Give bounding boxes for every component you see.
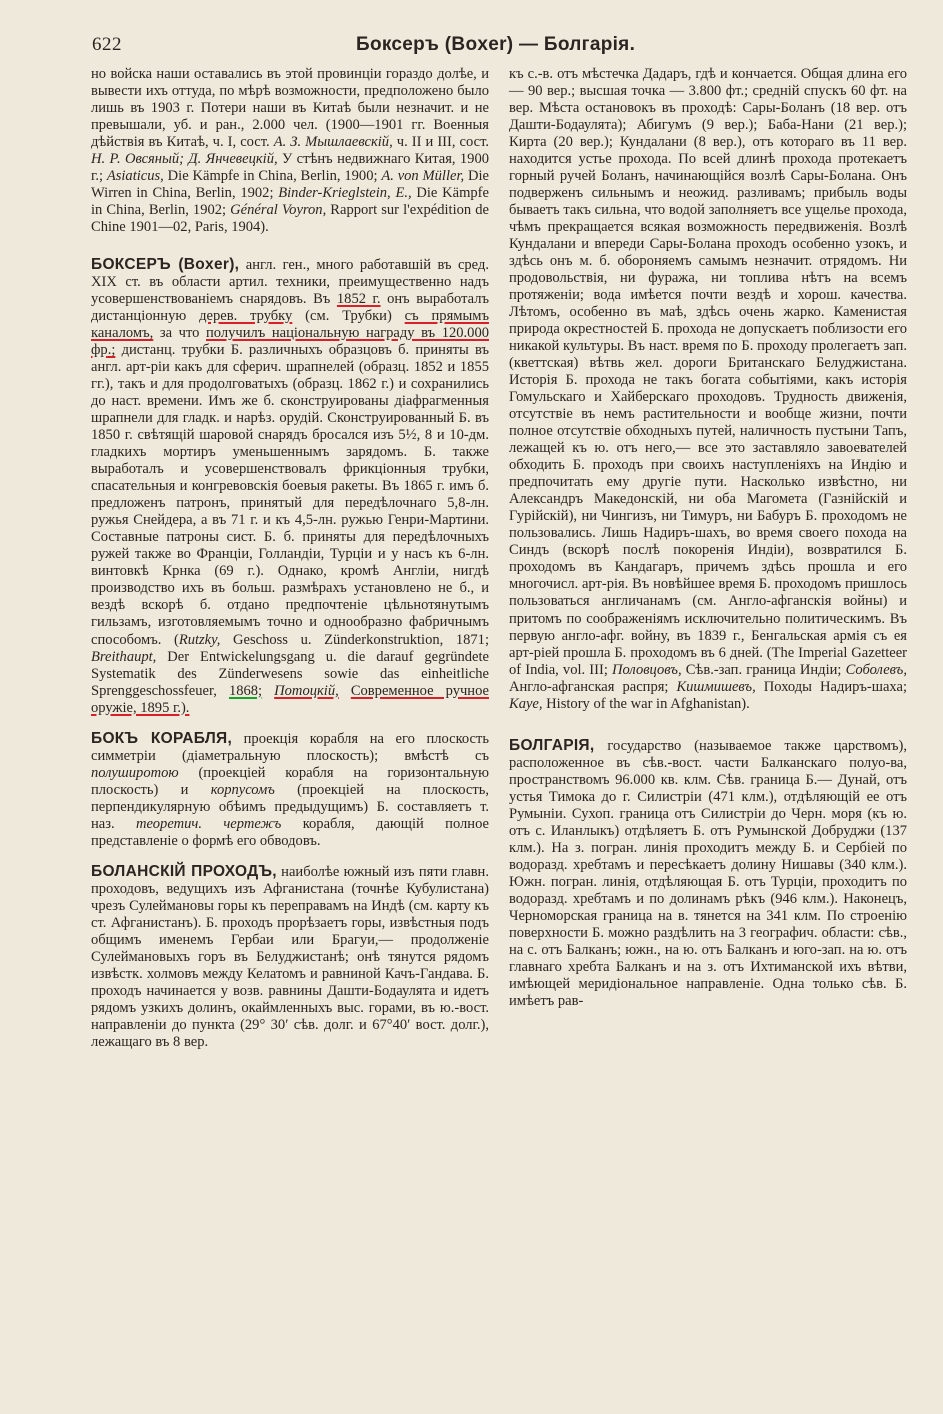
term: корпусомъ <box>210 781 275 798</box>
author-name: Asiaticus, <box>106 168 164 185</box>
right-column <box>509 66 907 1010</box>
text-run: Die Wirren in China, Berlin, 1902; <box>91 168 489 202</box>
text-run: къ с.-в. отъ мѣстечка Дадаръ, гдѣ и кончается. Общая длина его — 90 вер.; высшая точка — 3.800 фт.; средній спускъ 60 фт. на вер. Мѣста остановокъ въ проходѣ: Сары-Боланъ (18 вер. отъ Дашти-Бодаулята); Абигумъ (9 вер.); Баба-Нани (21 вер.); Кирта (20 вер.); Кундалани (8 вер.), отъ котораго въ 11 вер. находится устье прохода. По всей длинѣ прохода протекаетъ горный ручей Боланъ, начинающійся возлѣ Сары-Болана. Онъ подверженъ сильнымъ и неожид. разливамъ; прибыль воды бываетъ такъ сильна, что водой заполняетъ все ущелье прохода, чѣмъ прекращается всякая возможность передвиженія. Возлѣ Кундалани и впереди Сары-Болана проходъ особенно узокъ, и здѣсь онъ м. б. обороняемъ самымъ незначит. отрядомъ. Ни продовольствія, ни фуража, ни топлива нѣтъ на всемъ протяженіи; вода имѣется почти вездѣ и хорош. качества. Лѣтомъ, особенно въ маѣ, здѣсь очень жарко. Каменистая природа окрестностей Б. прохода не допускаетъ поблизости его никакой культуры. Въ наст. время по Б. проходу пролегаетъ зап. (кветтская) вѣтвь жел. дороги Британскаго Белуджистана. Исторія Б. прохода не такъ богата событіями, какъ исторія Гомульскаго и Хайберскаго проходовъ. Трудность движенія, отсутствіе въ немъ растительности и вообще жизни, почти полное отсутствіе обходныхъ путей, наличность пустыни Тапъ, лежащей къ ю. отъ него,— все это заставляло завоевателей обходить Б. проходъ при своихъ наступленіяхъ на Индію и предпочитать ему другіе пути. Насколько извѣстно, ни Александръ Македонскій, ни оба Магомета (Газнійскій и Гурійскій), ни Чингизъ, ни Тимуръ, ни Бабуръ Б. проходомъ не пользовались. Лишь Надиръ-шахъ, во время своего похода на Синдъ (вскорѣ послѣ покоренія Индіи), возвратился Б. проходомъ въ Кандагаръ, причемъ здѣсь прошла и его многочисл. арт-рія. Въ новѣйшее время Б. проходомъ пришлось пользоваться англичанамъ (см. Англо-афганскія войны) и притомъ по соображеніямъ исключительно политическимъ. Въ первую англо-афг. войну, въ 1839 г., Бенгальская армія съ ея арт-ріей прошла Б. проходомъ въ 6 дней. (The Imperial Gazetteer of India, vol. III; <box>509 66 907 678</box>
text-run: Die Kämpfe in China, Berlin, 1902; <box>91 185 489 219</box>
text-run: Die Kämpfe in China, Berlin, 1900; <box>163 168 382 185</box>
author-name: Кишмишевъ, <box>676 678 756 695</box>
term: теоретич. чертежъ <box>136 815 282 832</box>
text-run: Англо-афганская распря; <box>509 678 677 695</box>
text-run: дистанц. трубки Б. различныхъ образцовъ б. приняты въ англ. арт-ріи какъ для сферич. шрапнелей (образц. 1852 и 1855 гг.), такъ и для продолговатыхъ (образц. 1862 г.) и сохранились до наст. времени. Имъ же б. сконструированы діафрагменныя шрапнели для гладк. и нарѣз. орудій. Сконструированный Б. въ 1850 г. свѣтящій шаровой снарядъ бросался изъ 5½, 8 и 10-дм. гладкихъ мортиръ уменьшеннымъ зарядомъ. Б. также выработалъ и усовершенствовалъ фрикціонныя трубки, спасательныя и конгревовскія боевыя ракеты. Въ 1865 г. имъ б. предложенъ патронъ, принятый для передѣлочнаго 5,8-лн. ружья Снейдера, а въ 71 г. и къ 4,5-лн. ружью Генри-Мартини. Составные патроны сист. Б. б. приняты для передѣлочныхъ ружей также во Франціи, Голландіи, Турціи и у насъ къ 6-лн. винтовкѣ Крнка (69 г.). Однако, кромѣ Англіи, нигдѣ производство ихъ въ больш. размѣрахъ установлено не б., и вездѣ вскорѣ б. отдано предпочтеніе цѣльнотянутымъ гильзамъ, изготовляемымъ точно и однообразно фабричнымъ способомъ. ( <box>91 342 489 648</box>
text-run: Der Entwickelungsgang u. die darauf gegründete Systematik des Zünderwesens sowie das einheitliche Sprenggeschossfeuer, <box>91 648 489 699</box>
text-run: проекція корабля на его плоскость симметріи (діаметральную плоскость); вмѣстѣ съ <box>91 730 489 764</box>
text-run: корабля, дающій полное представленіе о формѣ его обводовъ. <box>91 815 489 849</box>
underlined-text: Современное ручное оружіе, 1895 г.). <box>91 682 489 716</box>
author-name: Kaye, <box>509 695 543 712</box>
text-run: англ. ген., много работавшій въ сред. XIX ст. въ области артил. техники, преимущественно надъ усовершенствованіемъ снарядовъ. Въ <box>91 257 489 308</box>
headword: БОКЪ КОРАБЛЯ, <box>91 729 233 747</box>
text-run: У стѣнъ недвижнаго Китая, 1900 г.; <box>91 151 489 185</box>
term: полуширотою <box>91 764 179 781</box>
article-bokser <box>91 256 489 716</box>
text-run: Geschoss u. Zünderkonstruktion, 1871; <box>220 631 489 648</box>
text-run: наиболѣе южный изъ пяти главн. проходовъ, ведущихъ изъ Афганистана (точнѣе Кубулистана) чрезъ Сулеймановы горы къ переправамъ на Индѣ (см. карту къ ст. Афганистанъ). Б. проходъ прорѣзаетъ горы, извѣстныя подъ общимъ именемъ Гербаи или Брагуи,— продолженіе Сулеймановыхъ горъ въ Белуджистанѣ; онѣ тянутся рядомъ извѣстк. холмовъ между Келатомъ и равниной Качъ-Гандава. Б. проходъ начинается у возв. равнины Дашти-Бодаулята и идетъ рядомъ узкихъ долинъ, окаймленныхъ выс. горами, въ ю.-вост. направленіи до пункта (29° 30′ сѣв. долг. и 67°40′ вост. долг.), лежащаго въ 8 вер. <box>91 863 489 1050</box>
underlined-text: дерев. трубку <box>199 308 293 325</box>
text-run: ч. II и III, сост. <box>392 134 489 151</box>
underlined-text: съ прямымъ каналомъ, <box>91 308 489 342</box>
author-name: Н. Р. Овсяный; Д. Янчевецкій, <box>91 151 278 168</box>
text-run: государство (называемое также царствомъ), расположенное въ сѣв.-вост. части Балканскаго полуо-ва, пространствомъ 96.000 кв. клм. Сѣв. граница Б.— Дунай, отъ устья Тимока до г. Силистріи (471 клм.), отдѣляющій ее отъ Румыніи. Сухоп. граница отъ Силистріи до Черн. моря (къ ю. отъ с. Иланлыкъ) отдѣляетъ Б. отъ Румынской Добруджи (137 клм.). На з. погран. линія проходитъ между Б. и Сербіей по водоразд. хребтамъ и пересѣкаетъ долину Нишавы (340 клм.). Южн. погран. линія, отдѣляющая Б. отъ Турціи, проходитъ по водоразд. хребтамъ и по долинамъ рѣкъ (946 клм.). Наконецъ, Черноморская граница на в. тянется на 341 клм. По строенію поверхности Б. можно раздѣлить на 3 географич. области: сѣв., на с. отъ Балканъ; южн., на ю. отъ Балканъ и юго-зап. на ю. отъ главнаго хребта Балканъ и на з. отъ Ихтиманской ихъ вѣтви, имѣющей меридіональное направленіе. Одна только сѣв. Б. имѣетъ рав- <box>509 737 907 1009</box>
article-bolanskiy-continued <box>509 66 907 713</box>
page-number: 622 <box>92 34 122 55</box>
text-run: Сѣв.-зап. граница Индіи; <box>681 661 846 678</box>
article-bolgariya <box>509 737 907 1010</box>
text-run: Rapport sur l'expédition de Chine 1901—02, Paris, 1904). <box>91 202 489 236</box>
author-name: Rutzky, <box>178 631 221 648</box>
text-run: (проекціей корабля на горизонтальную плоскость) и <box>91 764 489 798</box>
underlined-text: получилъ національную награду въ 120.000 фр.; <box>91 325 490 359</box>
headword: БОКСЕРЪ (Boxer), <box>91 256 240 274</box>
author-name: Binder-Krieglstein, E., <box>278 185 412 202</box>
text-run: (см. Трубки) <box>292 308 405 325</box>
text-run <box>339 683 351 699</box>
author-name: Général Voyron, <box>230 202 327 219</box>
text-run: (проекціей на плоскость, перпендикулярную обѣимъ предыдущимъ) Б. составляетъ т. наз. <box>91 781 489 832</box>
underlined-author: Потоцкій, <box>274 682 339 699</box>
text-run: History of the war in Afghanistan). <box>542 695 750 712</box>
article-bolanskiy-prokhod <box>91 863 489 1051</box>
author-name: Половцовъ, <box>612 661 682 678</box>
author-name: Соболевъ, <box>845 661 907 678</box>
underlined-text: 1852 г. <box>336 291 381 308</box>
text-run: но войска наши оставались въ этой провинціи гораздо долѣе, и вывести ихъ оттуда, по мѣрѣ возможности, предположено было лишь въ 1903 г. Потери наши въ Китаѣ были незначит. и не превышали, уб. и ран., 2.000 чел. (1900—1901 гг. Военныя дѣйствія въ Китаѣ, ч. I, сост. <box>91 66 489 151</box>
text-run <box>262 683 274 699</box>
headword: БОЛАНСКІЙ ПРОХОДЪ, <box>91 862 277 880</box>
running-title: Боксеръ (Boxer) — Болгарія. <box>356 34 636 55</box>
text-run: за что <box>153 325 206 342</box>
headword: БОЛГАРІЯ, <box>509 736 595 754</box>
article-bok-korablya <box>91 730 489 850</box>
text-run: Походы Надиръ-шаха; <box>755 678 908 695</box>
author-name: Breithaupt, <box>91 648 157 665</box>
text-run: онъ выработалъ дистанціонную <box>91 291 489 325</box>
author-name: А. З. Мышлаевскій, <box>273 134 393 151</box>
left-column <box>91 66 489 1051</box>
green-underlined-text: 1868; <box>228 682 263 699</box>
author-name: A. von Müller, <box>381 168 465 185</box>
continuation-paragraph <box>91 66 489 236</box>
